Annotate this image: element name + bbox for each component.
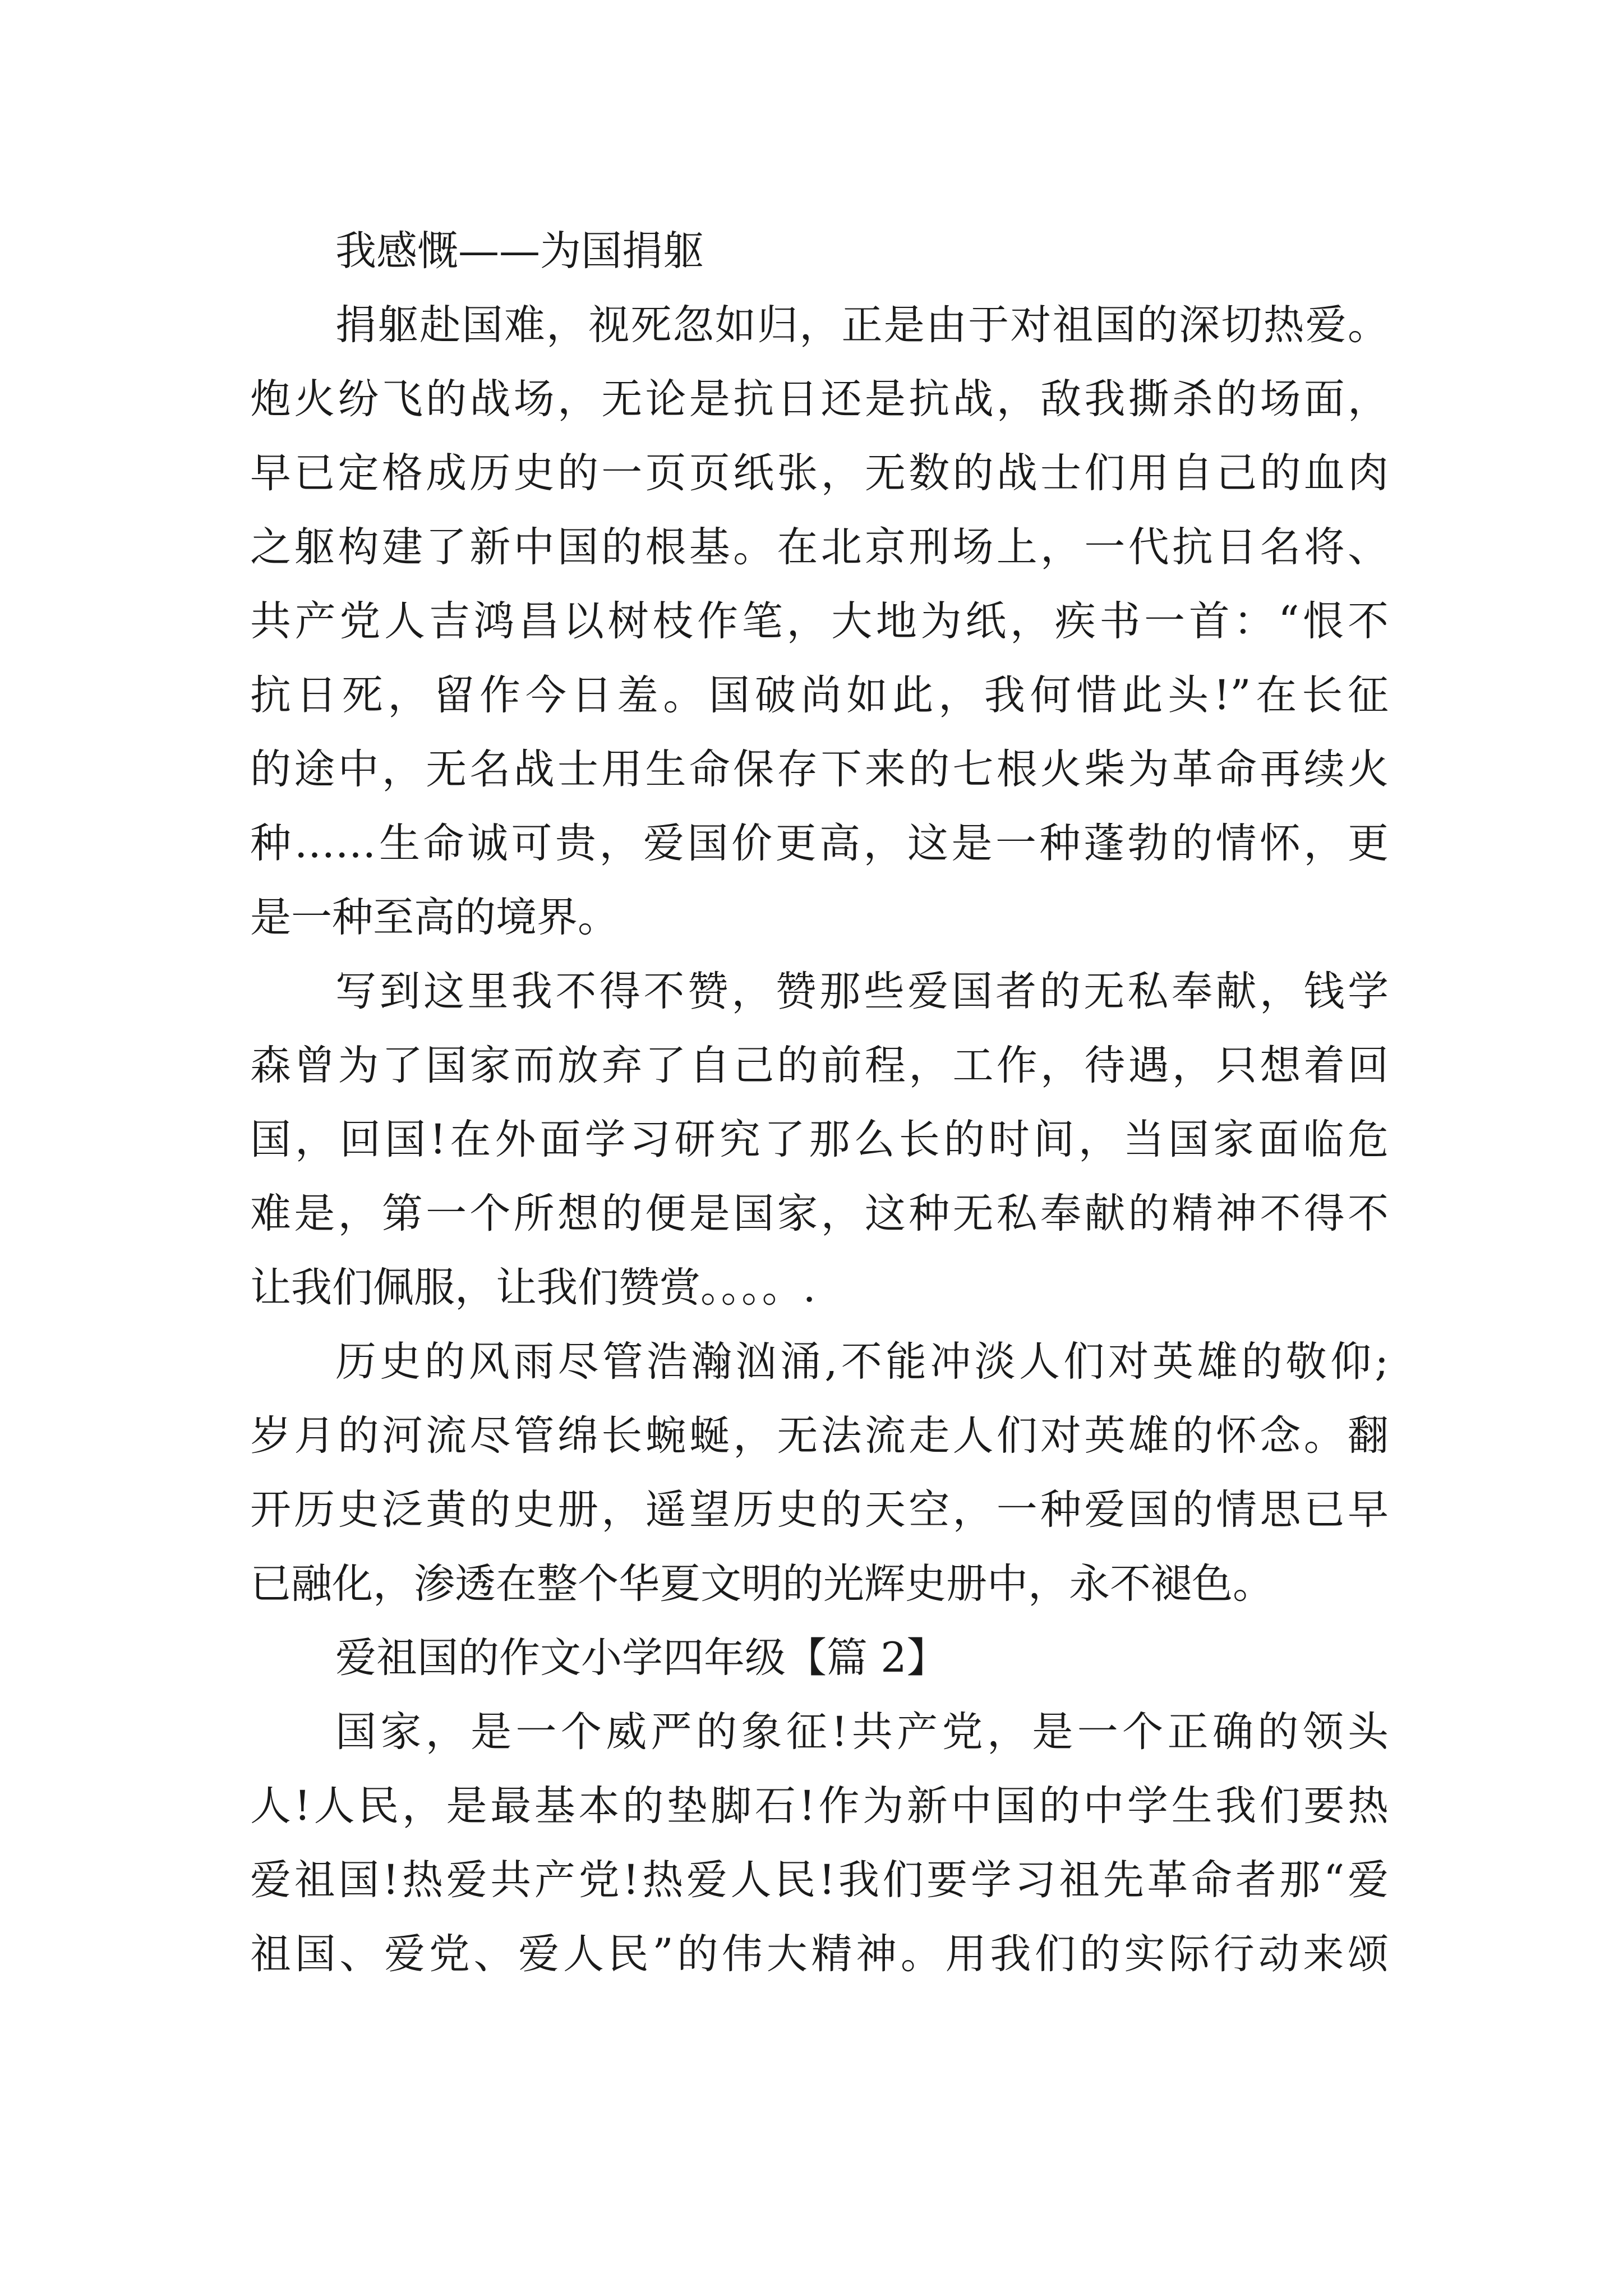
text-line: 国家，是一个威严的象征!共产党，是一个正确的领头 bbox=[335, 1708, 1389, 1756]
text-line: 森曾为了国家而放弃了自己的前程，工作，待遇，只想着回 bbox=[250, 1042, 1389, 1089]
text-line: 是一种至高的境界。 bbox=[250, 894, 619, 941]
text-line: 国，回国!在外面学习研究了那么长的时间，当国家面临危 bbox=[250, 1116, 1389, 1163]
text-line: 让我们佩服，让我们赞赏。。。。. bbox=[250, 1264, 816, 1312]
text-line: 写到这里我不得不赞，赞那些爱国者的无私奉献，钱学 bbox=[335, 968, 1389, 1015]
text-line: 已融化，渗透在整个华夏文明的光辉史册中，永不褪色。 bbox=[250, 1560, 1274, 1608]
article-body bbox=[250, 214, 1389, 1991]
text-line: 捐躯赴国难，视死忽如归，正是由于对祖国的深切热爱。 bbox=[335, 301, 1389, 349]
text-line: 历史的风雨尽管浩瀚汹涌,不能冲淡人们对英雄的敬仰; bbox=[335, 1338, 1389, 1386]
text-line: 抗日死，留作今日羞。国破尚如此，我何惜此头!”在长征 bbox=[250, 671, 1389, 719]
text-line: 共产党人吉鸿昌以树枝作笔，大地为纸，疾书一首：“恨不 bbox=[250, 597, 1389, 645]
text-line: 早已定格成历史的一页页纸张，无数的战士们用自己的血肉 bbox=[250, 449, 1389, 497]
text-line: 之躯构建了新中国的根基。在北京刑场上，一代抗日名将、 bbox=[250, 523, 1389, 571]
text-line: 难是，第一个所想的便是国家，这种无私奉献的精神不得不 bbox=[250, 1190, 1389, 1237]
text-line: 炮火纷飞的战场，无论是抗日还是抗战，敌我撕杀的场面， bbox=[250, 375, 1389, 423]
text-line: 开历史泛黄的史册，遥望历史的天空，一种爱国的情思已早 bbox=[250, 1486, 1389, 1534]
text-line: 岁月的河流尽管绵长蜿蜒，无法流走人们对英雄的怀念。翻 bbox=[250, 1412, 1389, 1460]
text-line: 我感慨——为国捐躯 bbox=[335, 227, 704, 275]
text-line: 爱祖国的作文小学四年级【篇 2】 bbox=[335, 1634, 948, 1682]
text-line: 的途中，无名战士用生命保存下来的七根火柴为革命再续火 bbox=[250, 746, 1389, 793]
text-line: 种……生命诚可贵，爱国价更高，这是一种蓬勃的情怀，更 bbox=[250, 820, 1389, 867]
text-line: 祖国、爱党、爱人民”的伟大精神。用我们的实际行动来颂 bbox=[250, 1930, 1389, 1978]
text-line: 爱祖国!热爱共产党!热爱人民!我们要学习祖先革命者那“爱 bbox=[250, 1856, 1389, 1904]
text-line: 人!人民，是最基本的垫脚石!作为新中国的中学生我们要热 bbox=[250, 1782, 1389, 1830]
